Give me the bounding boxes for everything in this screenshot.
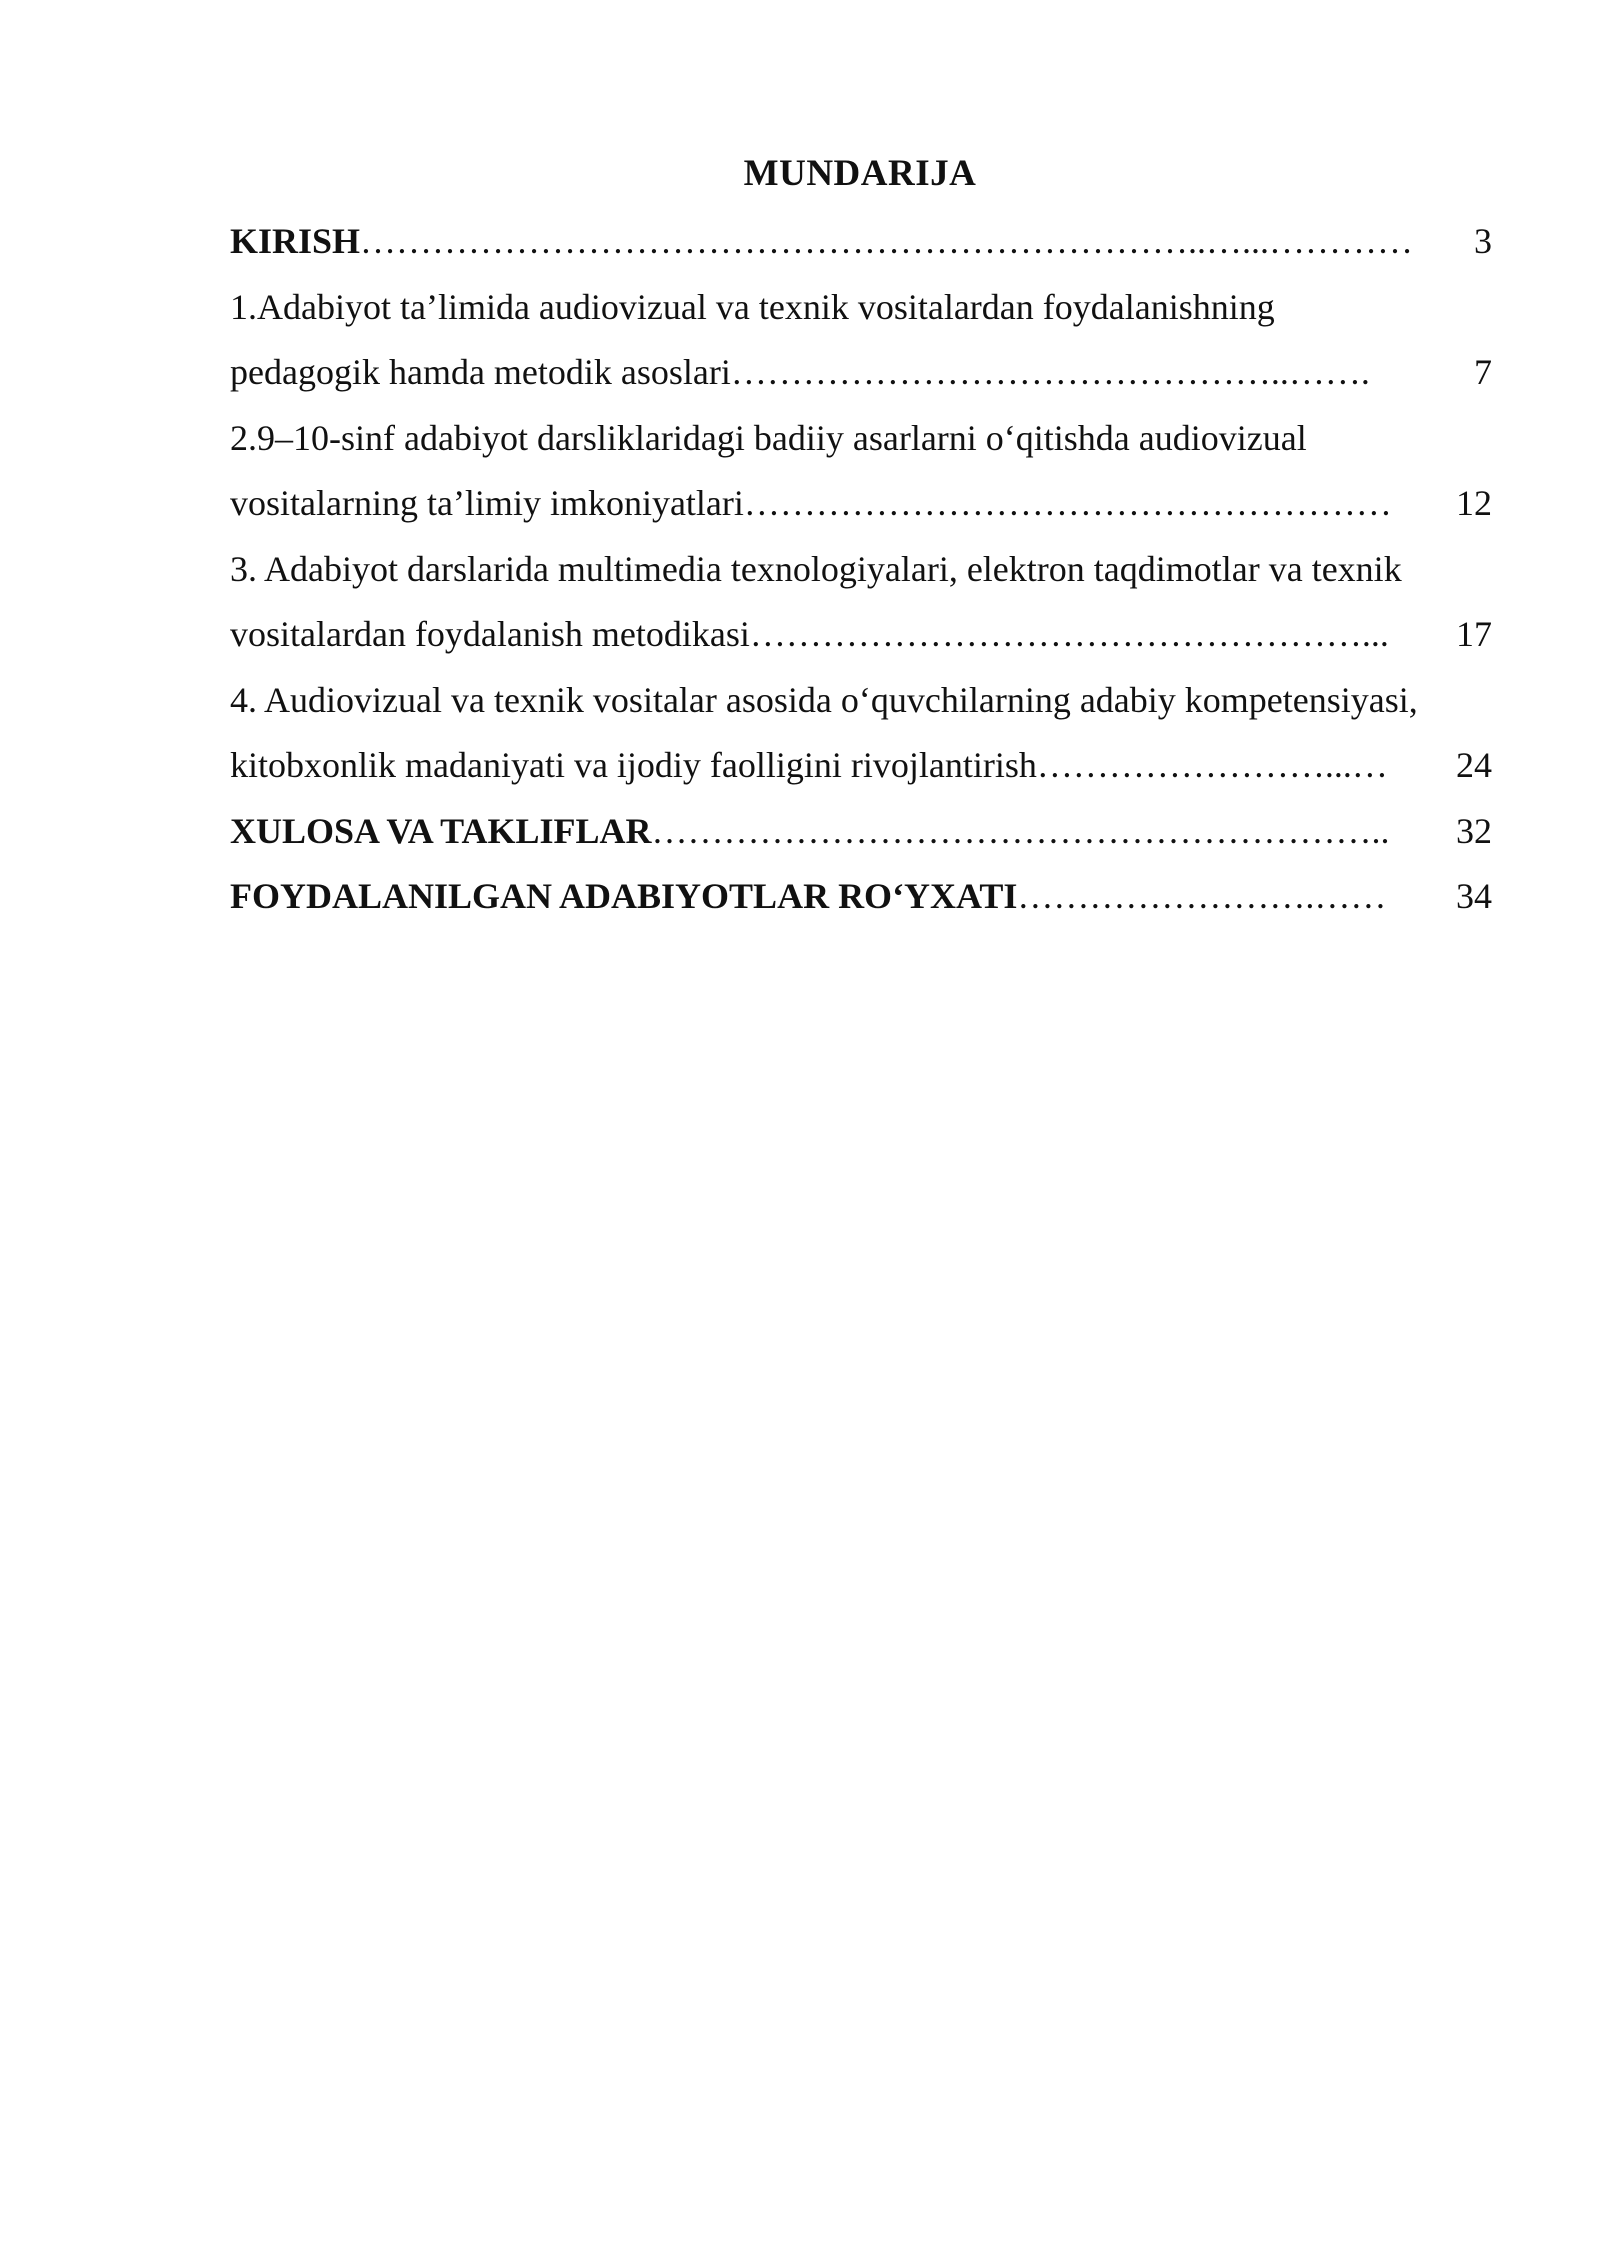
toc-page-number: 32 <box>1456 810 1492 851</box>
toc-entry-title-line: 4. Audiovizual va texnik vositalar asosida o‘quvchilarning adabiy kompetensiyasi, <box>230 679 1418 720</box>
toc-entry-introduction[interactable] <box>230 209 1492 275</box>
toc-leader-dots: ………………………………………..……. <box>730 352 1370 392</box>
toc-page-number: 34 <box>1456 876 1492 916</box>
toc-entry-title-line: pedagogik hamda metodik asoslari <box>230 352 731 392</box>
toc-leader-dots: ……………………...… <box>1036 745 1388 785</box>
toc-entry-chapter-2[interactable] <box>230 406 1492 537</box>
toc-entry-conclusion[interactable] <box>230 799 1492 865</box>
toc-entry-title-line: vositalardan foydalanish metodikasi <box>230 614 750 654</box>
toc-entry-title-line: vositalarning ta’limiy imkoniyatlari <box>230 483 744 523</box>
toc-entry-references[interactable] <box>230 864 1492 930</box>
toc-entry-title-line: 2.9–10-sinf adabiyot darsliklaridagi badiiy asarlarni o‘qitishda audiovizual <box>230 417 1307 458</box>
toc-entry-chapter-4[interactable] <box>230 668 1492 799</box>
toc-entry-title: FOYDALANILGAN ADABIYOTLAR RO‘YXATI <box>230 876 1018 916</box>
toc-entry-title: KIRISH <box>230 221 361 261</box>
toc-leader-dots: ……………………………………………………………..…...………… <box>360 221 1414 261</box>
toc-leader-dots: …………………………………………………….. <box>651 810 1390 851</box>
toc-page-number: 12 <box>1456 483 1492 523</box>
toc-entry-title-line: 1.Adabiyot ta’limida audiovizual va texnik vositalardan foydalanishning <box>230 286 1275 327</box>
toc-entry-last-line <box>230 471 1492 537</box>
toc-entry-chapter-1[interactable] <box>230 275 1492 406</box>
toc-entry-last-line <box>230 602 1492 668</box>
page-title: MUNDARIJA <box>743 153 977 194</box>
toc-page-number: 7 <box>1474 352 1492 392</box>
toc-entry-chapter-3[interactable] <box>230 537 1492 668</box>
toc-entry-title-line: 3. Adabiyot darslarida multimedia texnologiyalari, elektron taqdimotlar va texnik <box>230 548 1402 589</box>
toc-leader-dots: …………………….…… <box>1017 876 1387 916</box>
toc-leader-dots: ……………………………………………… <box>743 483 1392 523</box>
toc-leader-dots: ……………………………………………... <box>749 614 1389 654</box>
toc-page-number: 17 <box>1456 614 1492 654</box>
toc-entry-last-line <box>230 340 1492 406</box>
toc-page-number: 24 <box>1456 745 1492 785</box>
toc-entry-title-line: kitobxonlik madaniyati va ijodiy faolligini rivojlantirish <box>230 745 1037 785</box>
toc-page-number: 3 <box>1474 221 1492 261</box>
table-of-contents <box>230 209 1492 930</box>
toc-entry-title: XULOSA VA TAKLIFLAR <box>230 810 652 851</box>
toc-entry-last-line <box>230 733 1492 799</box>
